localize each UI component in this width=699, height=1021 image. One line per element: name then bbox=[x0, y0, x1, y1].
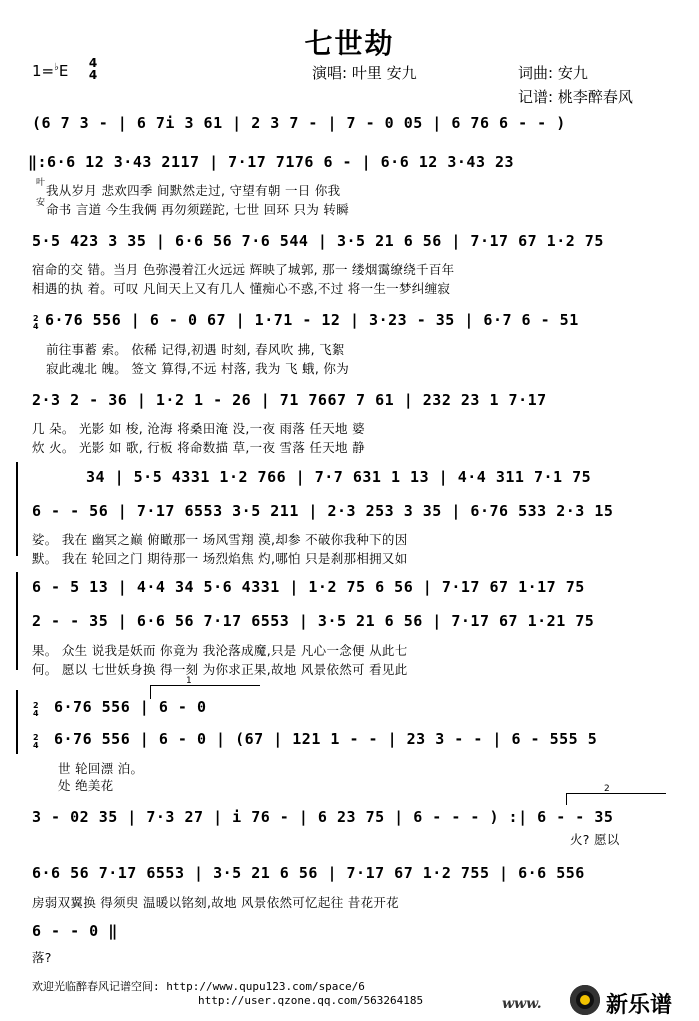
lyrics-line-8d: 处 绝美花 bbox=[58, 778, 114, 793]
lyrics-line-10a: 房弱双翼换 得须臾 温暖以铭刻,故地 风景依然可忆起往 昔花开花 bbox=[32, 895, 399, 910]
lyrics-line-4a: 前往事蓄 索。 依稀 记得,初遇 时刻, 春风吹 拂, 飞絮 bbox=[46, 342, 345, 357]
lyrics-line-6d: 默。 我在 轮回之门 期待那一 场烈焰焦 灼,哪怕 只是刹那相拥又如 bbox=[32, 551, 408, 566]
composer: 词曲: 安九 bbox=[518, 64, 588, 82]
marker-an: 安 bbox=[36, 198, 46, 208]
volta-1-number: 1 bbox=[186, 676, 192, 686]
system-bracket-2 bbox=[16, 572, 18, 670]
score-line-11: 6 - - 0 ‖ bbox=[32, 922, 118, 940]
score-line-6a: 34 | 5·5 4331 1·2 766 | 7·7 631 1 13 | 4·4 311 7·1 75 bbox=[86, 468, 592, 486]
lyrics-line-2a: 我从岁月 悲欢四季 间默然走过, 守望有朝 一日 你我 bbox=[46, 183, 341, 198]
score-line-7b: 2 - - 35 | 6·6 56 7·17 6553 | 3·5 21 6 56 | 7·17 67 1·21 75 bbox=[32, 612, 595, 630]
lyrics-line-2b: 命书 言道 今生我俩 再勿须蹉跎, 七世 回环 只为 转瞬 bbox=[46, 202, 349, 217]
score-line-3: 5·5 423 3 35 | 6·6 56 7·6 544 | 3·5 21 6 56 | 7·17 67 1·2 75 bbox=[32, 232, 604, 250]
volta-2-start bbox=[566, 793, 567, 805]
lyrics-line-8c: 世 轮回漂 泊。 bbox=[58, 761, 144, 776]
song-title: 七世劫 bbox=[304, 27, 395, 60]
footer-line-1: 欢迎光临醉春风记谱空间: http://www.qupu123.com/space/6 bbox=[32, 980, 365, 993]
lyrics-line-11a: 落? bbox=[32, 950, 52, 965]
lyrics-line-5b: 炊 火。 光影 如 歌, 行板 将命数描 草,一夜 雪落 任天地 静 bbox=[32, 440, 365, 455]
score-line-1: (6 7 3 - | 6 7i 3 61 | 2 3 7 - | 7 - 0 05 | 6 76 6 - - ) bbox=[32, 114, 566, 132]
lyrics-line-7d: 何。 愿以 七世妖身换 得一刻 为你求正果,故地 风景依然可 看见此 bbox=[32, 662, 408, 677]
time-signature-24: 2 4 bbox=[33, 314, 39, 331]
score-line-5: 2·3 2 - 36 | 1·2 1 - 26 | 71 7667 7 61 | 232 23 1 7·17 bbox=[32, 391, 547, 409]
logo-www: www. bbox=[502, 996, 542, 1012]
lyrics-line-3a: 宿命的交 错。当月 色弥漫着江火远远 辉映了城郭, 那一 缕烟霭缭绕千百年 bbox=[32, 262, 455, 277]
lyrics-line-3b: 相遇的执 着。可叹 凡间天上又有几人 懂痴心不惑,不过 将一生一梦纠缠寂 bbox=[32, 281, 451, 296]
score-line-4: 6·76 556 | 6 - 0 67 | 1·71 - 12 | 3·23 - 35 | 6·7 6 - 51 bbox=[45, 311, 579, 329]
lyrics-line-4b: 寂此魂北 魄。 签文 算得,不远 村落, 我为 飞 蛾, 你为 bbox=[46, 361, 350, 376]
score-line-2: ‖:6·6 12 3·43 2117 | 7·17 7176 6 - | 6·6 12 3·43 23 bbox=[28, 153, 515, 171]
transcriber: 记谱: 桃李醉春风 bbox=[518, 88, 633, 106]
marker-ye: 叶 bbox=[36, 178, 46, 188]
volta-1-line bbox=[150, 685, 260, 686]
singers: 演唱: 叶里 安九 bbox=[312, 64, 417, 82]
time-signature: 4 4 bbox=[88, 56, 98, 82]
logo-disc-icon bbox=[570, 985, 600, 1015]
lyrics-line-9a: 火? 愿以 bbox=[570, 832, 620, 847]
system-bracket-3 bbox=[16, 690, 18, 754]
score-line-8a: 6·76 556 | 6 - 0 bbox=[54, 698, 207, 716]
logo-name: 新乐谱 bbox=[606, 993, 673, 1018]
lyrics-line-7c: 果。 众生 说我是妖而 你竟为 我沦落成魔,只是 凡心一念便 从此七 bbox=[32, 643, 408, 658]
time-signature-24-b: 2 4 bbox=[33, 701, 39, 718]
lyrics-line-6c: 娑。 我在 幽冥之巅 俯瞰那一 场风雪翔 漠,却参 不破你我种下的因 bbox=[32, 532, 408, 547]
score-line-9: 3 - 02 35 | 7·3 27 | i 76 - | 6 23 75 | 6 - - - ) :| 6 - - 35 bbox=[32, 808, 614, 826]
footer-line-2: http://user.qzone.qq.com/563264185 bbox=[198, 994, 424, 1007]
key-signature: 1=♭E bbox=[32, 62, 69, 80]
score-line-8b: 6·76 556 | 6 - 0 | (67 | 121 1 - - | 23 3 - - | 6 - 555 5 bbox=[54, 730, 598, 748]
score-line-10: 6·6 56 7·17 6553 | 3·5 21 6 56 | 7·17 67 1·2 755 | 6·6 556 bbox=[32, 864, 585, 882]
score-line-6b: 6 - - 56 | 7·17 6553 3·5 211 | 2·3 253 3 35 | 6·76 533 2·3 15 bbox=[32, 502, 614, 520]
time-signature-24-c: 2 4 bbox=[33, 733, 39, 750]
volta-2-number: 2 bbox=[604, 784, 610, 794]
volta-1-start bbox=[150, 685, 151, 699]
lyrics-line-5a: 几 朵。 光影 如 梭, 沧海 将桑田淹 没,一夜 雨落 任天地 婆 bbox=[32, 421, 365, 436]
volta-2-line bbox=[566, 793, 666, 794]
score-line-7a: 6 - 5 13 | 4·4 34 5·6 4331 | 1·2 75 6 56 | 7·17 67 1·17 75 bbox=[32, 578, 585, 596]
system-bracket-1 bbox=[16, 462, 18, 556]
